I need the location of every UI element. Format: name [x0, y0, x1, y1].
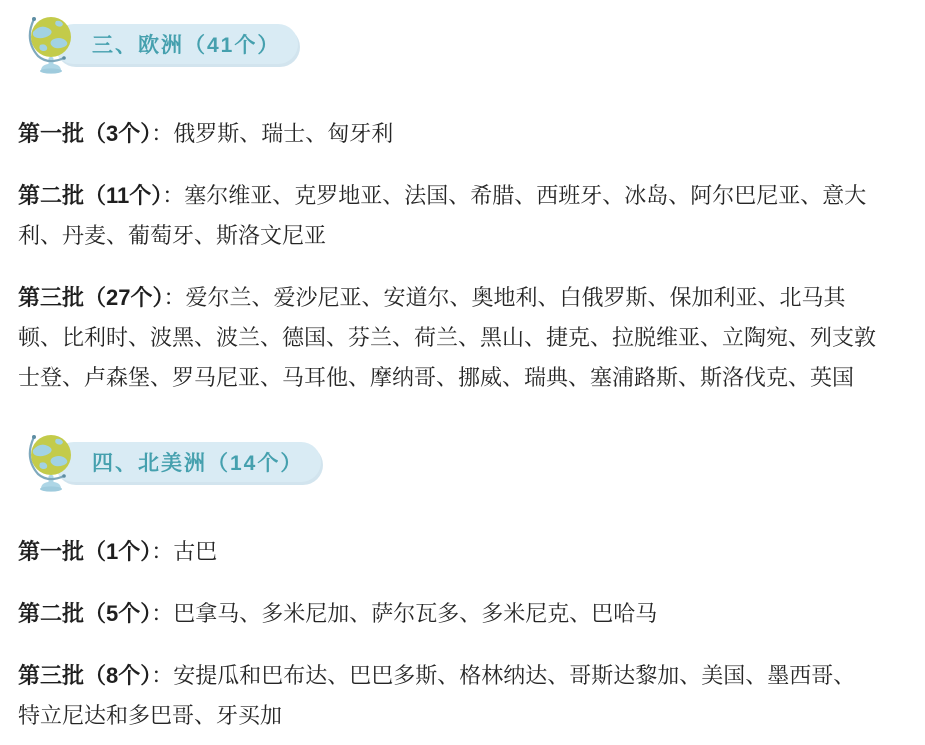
batch-label: 第一批（3个） — [18, 121, 152, 146]
batch-colon: ： — [162, 183, 185, 208]
batch-colon: ： — [151, 121, 174, 146]
batch-countries: 俄罗斯、瑞士、匈牙利 — [173, 121, 394, 146]
batch-countries: 塞尔维亚、克罗地亚、法国、希腊、西班牙、冰岛、阿尔巴尼亚、意大利、丹麦、葡萄牙、斯洛文尼亚 — [18, 183, 867, 248]
batch-colon: ： — [163, 285, 186, 310]
globe-icon — [26, 430, 76, 492]
batch-label: 第二批（5个） — [18, 601, 152, 626]
batch-colon: ： — [151, 601, 174, 626]
batch-countries: 安提瓜和巴布达、巴巴多斯、格林纳达、哥斯达黎加、美国、墨西哥、特立尼达和多巴哥、牙买加 — [18, 663, 856, 728]
section-title: 四、北美洲（14个） — [92, 452, 304, 475]
batch-label: 第三批（27个） — [18, 285, 164, 310]
section-header-north-america — [26, 430, 925, 492]
batch-label: 第三批（8个） — [18, 663, 152, 688]
batch-colon: ： — [151, 539, 174, 564]
batch-countries: 古巴 — [173, 539, 218, 564]
batch-paragraph — [18, 278, 876, 398]
batch-paragraph — [18, 532, 876, 572]
section-header-europe — [26, 12, 925, 74]
batch-paragraph — [18, 176, 876, 256]
batch-countries: 巴拿马、多米尼加、萨尔瓦多、多米尼克、巴哈马 — [173, 601, 658, 626]
article-content — [0, 12, 925, 736]
batch-countries: 爱尔兰、爱沙尼亚、安道尔、奥地利、白俄罗斯、保加利亚、北马其顿、比利时、波黑、波兰、德国、芬兰、荷兰、黑山、捷克、拉脱维亚、立陶宛、列支敦士登、卢森堡、罗马尼亚、马耳他、摩纳哥、挪威、瑞典、塞浦路斯、斯洛伐克、英国 — [18, 285, 877, 390]
section-title: 三、欧洲（41个） — [92, 34, 281, 57]
batch-paragraph — [18, 114, 876, 154]
globe-icon — [26, 12, 76, 74]
batch-label: 第二批（11个） — [18, 183, 163, 208]
section-title-pill — [54, 442, 321, 482]
batch-colon: ： — [151, 663, 174, 688]
batch-paragraph — [18, 656, 876, 736]
batch-paragraph — [18, 594, 876, 634]
section-title-pill — [54, 24, 298, 64]
batch-label: 第一批（1个） — [18, 539, 152, 564]
